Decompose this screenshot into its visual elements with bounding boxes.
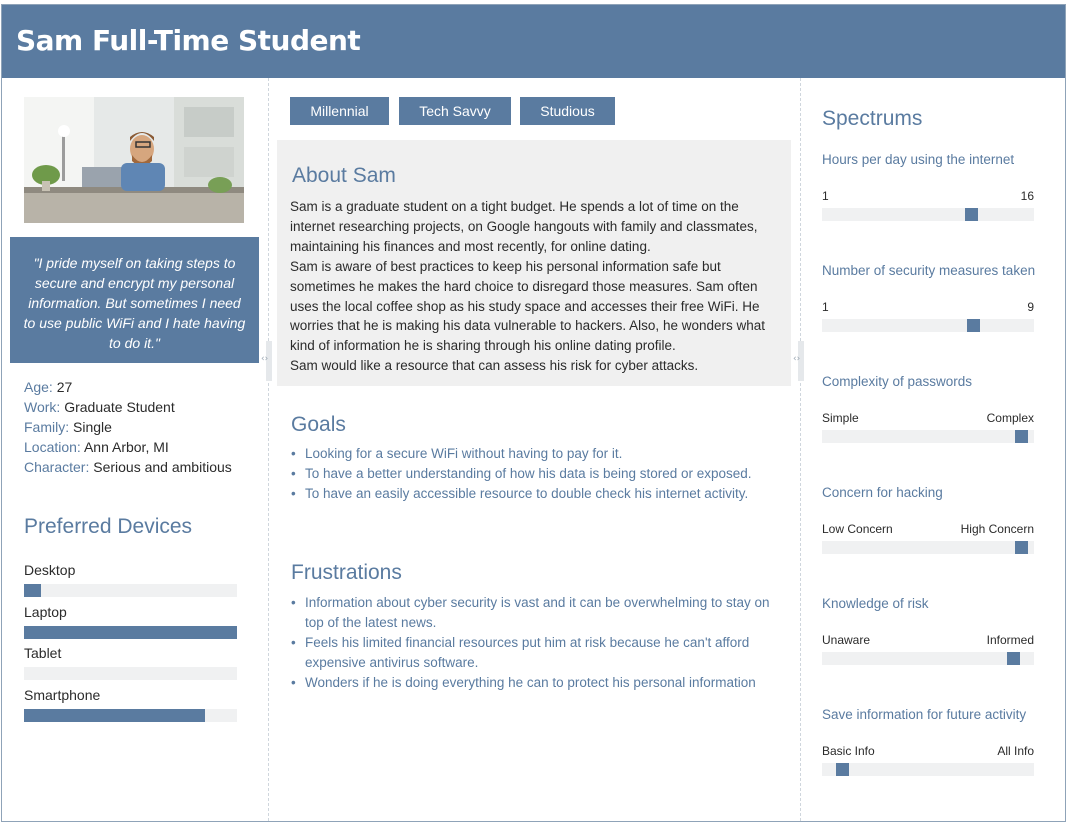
spectrum-max-label: Complex (986, 411, 1034, 425)
frustrations-list (291, 593, 779, 693)
persona-quote: "I pride myself on taking steps to secure and encrypt my personal information. But sometimes I need to use public WiFi and I hate having to do it." (23, 255, 246, 351)
spectrum-marker (965, 208, 978, 221)
device-label: Laptop (24, 603, 67, 620)
left-column-divider (268, 78, 269, 821)
about-paragraph: Sam is aware of best practices to keep his personal information safe but sometimes he makes the hard choice to disregard those measures. Sam often uses the local coffee shop as his study space and accesses their free WiFi. He worries that he is making his data vulnerable to hackers. Also, he wonders what kind of information he is sharing through his online dating profile. (290, 258, 765, 354)
age-value: 27 (56, 379, 73, 395)
about-text (290, 197, 785, 376)
family-value: Single (73, 419, 112, 435)
family-row (24, 417, 232, 437)
spectrum-label: Knowledge of risk (822, 596, 929, 611)
spectrum-label: Number of security measures taken (822, 263, 1036, 278)
spectrum-min-label: 1 (822, 300, 829, 314)
device-label: Tablet (24, 645, 62, 661)
age-label: Age: (24, 379, 53, 395)
spectrum-track (822, 541, 1034, 554)
goals-item: • To have an easily accessible resource to double check his internet activity. (291, 484, 791, 504)
spectrum-track (822, 763, 1034, 776)
page-title: Sam Full-Time Student (16, 24, 361, 57)
device-usage-fill (24, 709, 205, 722)
spectrum-track (822, 208, 1034, 221)
location-row (24, 437, 232, 457)
age-row (24, 377, 232, 397)
frustrations-item: • Feels his limited financial resources put him at risk because he can't afford expensive antivirus software. (291, 633, 779, 673)
spectrum-min-label: 1 (822, 189, 829, 203)
spectrum-max-label: All Info (997, 744, 1034, 758)
resize-arrows-icon: ‹› (261, 354, 269, 364)
device-label: Desktop (24, 562, 76, 578)
goals-item: • To have a better understanding of how his data is being stored or exposed. (291, 464, 791, 484)
location-value: Ann Arbor, MI (83, 439, 169, 455)
family-label: Family: (24, 419, 70, 435)
spectrum-min-label: Simple (822, 411, 859, 425)
right-column-divider (800, 78, 801, 821)
spectrum-max-label: 16 (1020, 189, 1034, 203)
tag-millennial: Millennial (290, 97, 389, 125)
device-usage-fill (24, 626, 237, 639)
spectrums-title: Spectrums (822, 107, 923, 130)
spectrum-track (822, 319, 1034, 332)
work-label: Work: (24, 399, 61, 415)
spectrum-marker (836, 763, 849, 776)
location-label: Location: (24, 439, 81, 455)
about-panel (277, 140, 791, 386)
spectrum-marker (967, 319, 980, 332)
frustrations-title: Frustrations (291, 561, 402, 584)
character-label: Character: (24, 459, 90, 475)
person-at-laptop-photo (24, 97, 244, 223)
photo-illustration (24, 97, 244, 223)
spectrum-marker (1015, 430, 1028, 443)
spectrum-label: Concern for hacking (822, 485, 943, 500)
spectrum-label: Complexity of passwords (822, 374, 973, 389)
spectrum-min-label: Unaware (822, 633, 871, 647)
device-usage-bar (24, 709, 237, 722)
header-bar (2, 5, 1065, 78)
spectrum-marker (1015, 541, 1028, 554)
device-label: Smartphone (24, 686, 101, 703)
goals-item: • Looking for a secure WiFi without having to pay for it. (291, 444, 791, 464)
device-usage-bar (24, 584, 237, 597)
spectrum-label: Save information for future activity (822, 707, 1027, 722)
persona-quote-box (10, 237, 259, 363)
goals-title: Goals (291, 413, 346, 436)
goals-list (291, 444, 791, 504)
about-paragraph: Sam is a graduate student on a tight budget. He spends a lot of time on the internet researching projects, on Google hangouts with family and classmates, maintaining his finances and most recently, for online dating. (290, 199, 758, 254)
spectrum-max-label: Informed (986, 633, 1034, 647)
work-value: Graduate Student (64, 399, 175, 415)
demographics-list (24, 377, 232, 477)
spectrum-track (822, 430, 1034, 443)
character-row (24, 457, 232, 477)
spectrum-label: Hours per day using the internet (822, 152, 1015, 167)
spectrum-max-label: High Concern (960, 522, 1034, 536)
work-row (24, 397, 232, 417)
device-usage-bar (24, 667, 237, 680)
character-value: Serious and ambitious (93, 459, 232, 475)
tag-studious: Studious (520, 97, 615, 125)
frustrations-item: • Wonders if he is doing everything he can to protect his personal information (291, 673, 779, 693)
resize-arrows-icon: ‹› (793, 354, 801, 364)
device-usage-fill (24, 584, 41, 597)
spectrum-marker (1007, 652, 1020, 665)
tag-tech-savvy: Tech Savvy (399, 97, 511, 125)
device-usage-bar (24, 626, 237, 639)
spectrum-max-label: 9 (1027, 300, 1034, 314)
about-paragraph: Sam would like a resource that can assess his risk for cyber attacks. (290, 358, 699, 374)
frustrations-item: • Information about cyber security is vast and it can be overwhelming to stay on top of the latest news. (291, 593, 779, 633)
spectrum-min-label: Basic Info (822, 744, 875, 758)
devices-title: Preferred Devices (24, 515, 193, 538)
about-title: About Sam (292, 164, 396, 187)
spectrum-min-label: Low Concern (822, 522, 893, 536)
spectrum-track (822, 652, 1034, 665)
